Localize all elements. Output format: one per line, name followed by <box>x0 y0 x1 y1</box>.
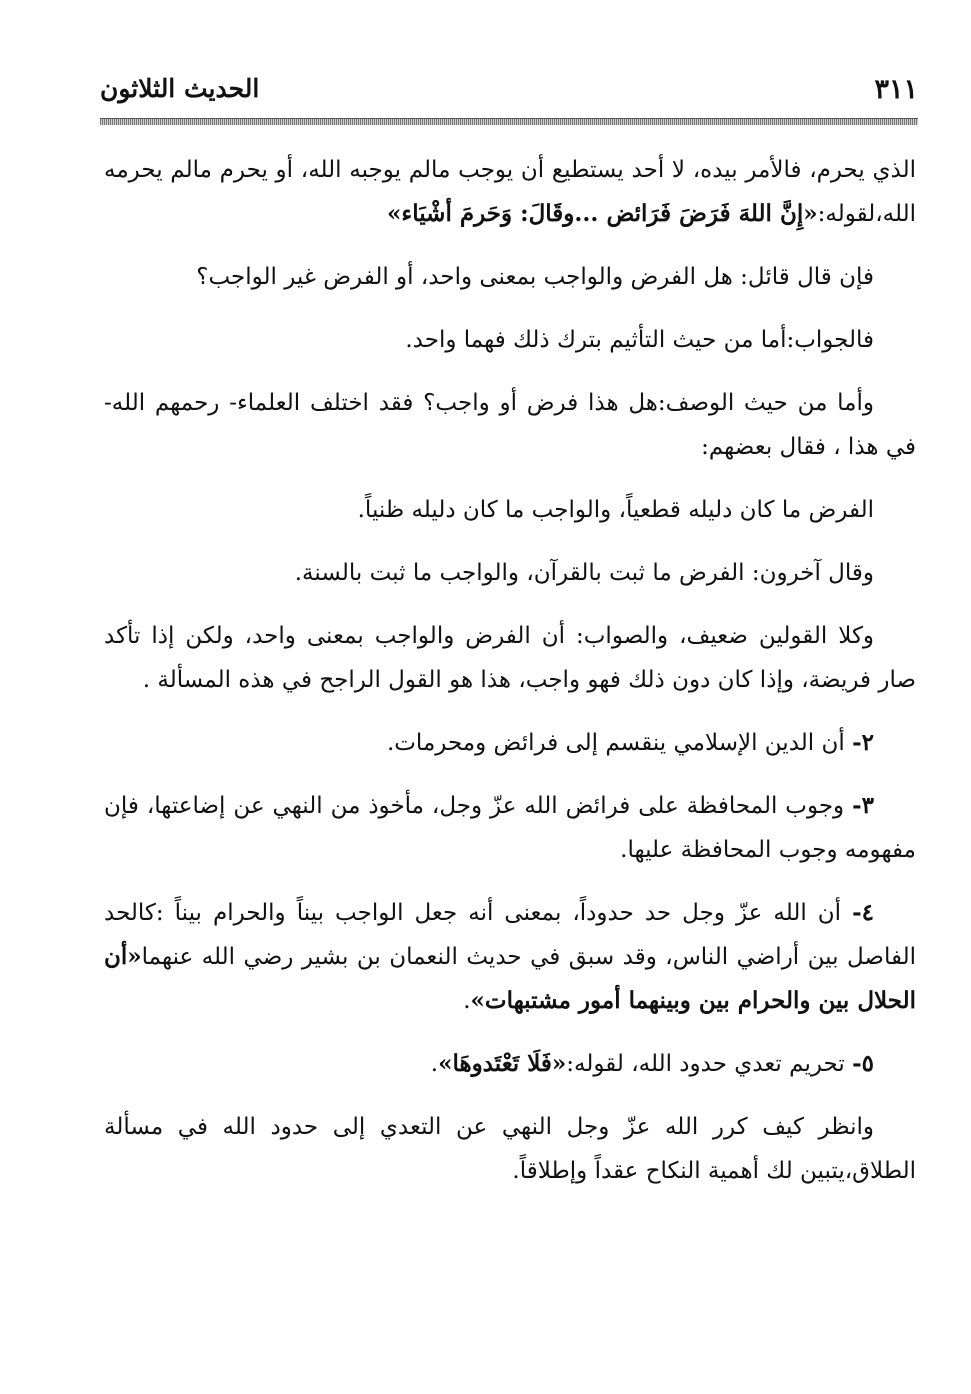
paragraph-text: وكلا القولين ضعيف، والصواب: أن الفرض والواجب بمعنى واحد، ولكن إذا تأكد صار فريضة، وإذا كان دون ذلك فهو واجب، هذا هو القول الراجح في هذه المسألة . <box>104 623 916 693</box>
numbered-point-5 <box>104 1042 916 1086</box>
point-number: ٥- <box>852 1050 874 1077</box>
paragraph-2 <box>104 255 916 299</box>
point-number: ٢- <box>852 729 874 756</box>
paragraph-text: فالجواب:أما من حيث التأثيم بترك ذلك فهما واحد. <box>405 327 874 353</box>
paragraph-tail: . <box>463 988 471 1014</box>
paragraph-text: وانظر كيف كرر الله عزّ وجل النهي عن التعدي إلى حدود الله في مسألة الطلاق،يتبين لك أهمية النكاح عقداً وإطلاقاً. <box>104 1114 916 1184</box>
paragraph-text: وقال آخرون: الفرض ما ثبت بالقرآن، والواجب ما ثبت بالسنة. <box>294 560 874 586</box>
paragraph-3 <box>104 318 916 362</box>
paragraph-text: وأما من حيث الوصف:هل هذا فرض أو واجب؟ فقد اختلف العلماء- رحمهم الله- في هذا ، فقال بعضهم: <box>104 390 916 460</box>
point-number: ٣- <box>852 792 874 819</box>
page-body <box>104 148 916 1212</box>
paragraph-text: أن الله عزّ وجل حد حدوداً، بمعنى أنه جعل الواجب بيناً والحرام بيناً :كالحد الفاصل بين أراضي الناس، وقد سبق في حديث النعمان بن بشير رضي الله عنهما <box>104 900 916 970</box>
paragraph-text: تحريم تعدي حدود الله، لقوله: <box>566 1051 853 1077</box>
paragraph-text: وجوب المحافظة على فرائض الله عزّ وجل، مأخوذ من النهي عن إضاعتها، فإن مفهومه وجوب المحافظة عليها. <box>104 793 916 863</box>
paragraph-5 <box>104 488 916 532</box>
running-title: الحديث الثلاثون <box>100 74 260 103</box>
paragraph-text: الذي يحرم، فالأمر بيده، لا أحد يستطيع أن يوجب مالم يوجبه الله، أو يحرم مالم يحرمه الله،لقوله: <box>104 157 916 227</box>
numbered-point-4 <box>104 891 916 1023</box>
paragraph-text: أن الدين الإسلامي ينقسم إلى فرائض ومحرمات. <box>386 730 853 756</box>
paragraph-text: الفرض ما كان دليله قطعياً، والواجب ما كان دليله ظنياً. <box>357 497 874 523</box>
numbered-point-3 <box>104 784 916 872</box>
paragraph-6 <box>104 551 916 595</box>
paragraph-4 <box>104 381 916 469</box>
paragraph-final <box>104 1105 916 1193</box>
paragraph-tail: . <box>430 1051 439 1077</box>
page-header <box>100 72 918 116</box>
numbered-point-2 <box>104 721 916 765</box>
paragraph-1 <box>104 148 916 236</box>
quran-quote: «فَلَا تَعْتَدوهَا» <box>438 1050 567 1077</box>
header-divider <box>100 118 918 125</box>
hadith-quote: «أن الحلال بين والحرام بين وبينهما أمور مشتبهات» <box>104 943 916 1014</box>
hadith-quote: «إِنَّ اللهَ فَرَضَ فَرَائض ...وقَالَ: وَحَرمَ أشْيَاء» <box>387 200 818 227</box>
paragraph-text: فإن قال قائل: هل الفرض والواجب بمعنى واحد، أو الفرض غير الواجب؟ <box>196 264 874 290</box>
paragraph-7 <box>104 614 916 702</box>
page-number: ٣١١ <box>874 74 918 105</box>
point-number: ٤- <box>852 899 874 926</box>
